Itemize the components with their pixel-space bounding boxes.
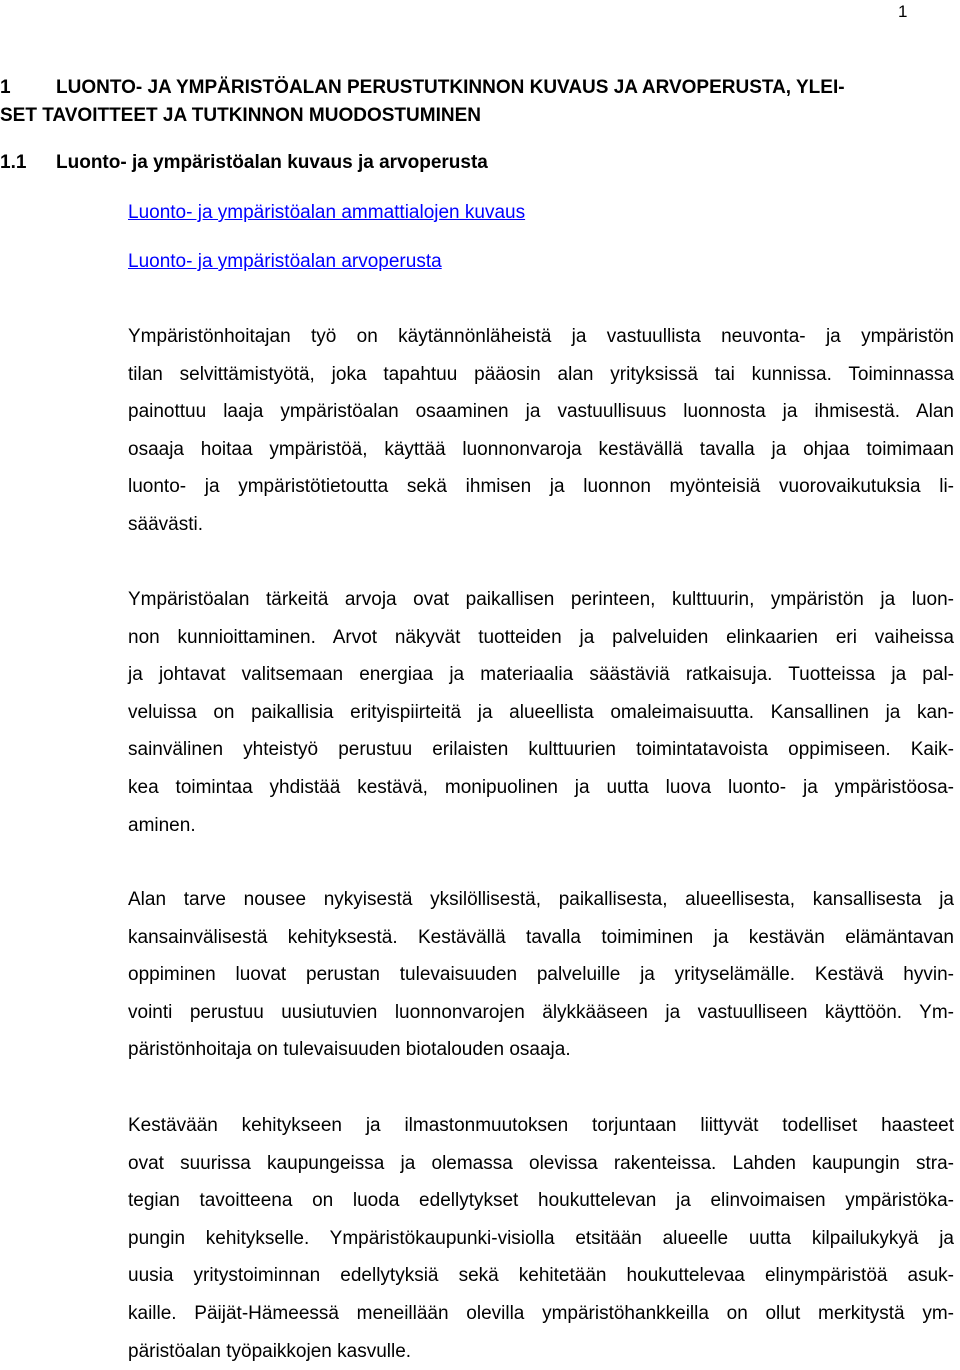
paragraph-sustainable-development [128, 1107, 954, 1370]
link-value-basis[interactable]: Luonto- ja ympäristöalan arvoperusta [128, 251, 442, 272]
paragraph-line: osaaja hoitaa ympäristöä, käyttää luonnonvaroja kestävällä tavalla ja ohjaa toimimaan [128, 438, 954, 460]
paragraph-line: sainvälinen yhteistyö perustuu erilaisten kulttuurien toimintatavoista oppimiseen. Kaik- [128, 739, 954, 761]
paragraph-need [128, 881, 954, 1069]
paragraph-values [128, 581, 954, 844]
paragraph-line: säävästi. [128, 513, 203, 535]
chapter-title-line-1: LUONTO- JA YMPÄRISTÖALAN PERUSTUTKINNON KUVAUS JA ARVOPERUSTA, YLEI- [56, 77, 845, 98]
paragraph-line: kea toimintaa yhdistää kestävä, monipuolinen ja uutta luova luonto- ja ympäristöosa- [128, 776, 954, 798]
paragraph-line: Alan tarve nousee nykyisestä yksilöllisestä, paikallisesta, alueellisesta, kansallisesta ja [128, 889, 954, 910]
paragraph-line: oppiminen luovat perustan tulevaisuuden palveluille ja yrityselämälle. Kestävä hyvin- [128, 964, 954, 986]
paragraph-line: ja johtavat valitsemaan energiaa ja materiaalia säästäviä ratkaisuja. Tuotteissa ja pal- [128, 664, 954, 686]
paragraph-line: Ympäristönhoitajan työ on käytännönläheistä ja vastuullista neuvonta- ja ympäristön [128, 326, 954, 347]
paragraph-line: veluissa on paikallisia erityispiirteitä ja alueellista omaleimaisuutta. Kansallinen ja kan- [128, 701, 954, 723]
paragraph-line: Kestävään kehitykseen ja ilmastonmuutoksen torjuntaan liittyvät todelliset haasteet [128, 1115, 954, 1136]
section-heading [0, 149, 488, 177]
paragraph-environment-worker [128, 318, 954, 544]
paragraph-line: päristönhoitaja on tulevaisuuden biotalouden osaaja. [128, 1039, 571, 1061]
chapter-heading [0, 74, 960, 130]
paragraph-line: aminen. [128, 814, 196, 836]
paragraph-line: Ympäristöalan tärkeitä arvoja ovat paikallisen perinteen, kulttuurin, ympäristön ja luon- [128, 589, 954, 610]
section-number: 1.1 [0, 152, 27, 173]
paragraph-line: painottuu laaja ympäristöalan osaaminen ja vastuullisuus luonnosta ja ihmisestä. Alan [128, 401, 954, 423]
paragraph-line: päristöalan työpaikkojen kasvulle. [128, 1340, 412, 1362]
paragraph-line: kaille. Päijät-Hämeessä meneillään olevilla ympäristöhankkeilla on ollut merkitystä ym- [128, 1302, 954, 1324]
page-number: 1 [898, 2, 908, 21]
paragraph-line: non kunnioittaminen. Arvot näkyvät tuotteiden ja palveluiden elinkaarien eri vaiheissa [128, 626, 954, 648]
section-title: Luonto- ja ympäristöalan kuvaus ja arvoperusta [56, 152, 488, 173]
link-occupation-description[interactable]: Luonto- ja ympäristöalan ammattialojen kuvaus [128, 202, 526, 223]
chapter-heading-line-1 [0, 74, 960, 102]
paragraph-line: tilan selvittämistyötä, joka tapahtuu pääosin alan yrityksissä tai kunnissa. Toiminnassa [128, 363, 954, 385]
paragraph-line: tegian tavoitteena on luoda edellytykset houkuttelevan ja elinvoimaisen ympäristöka- [128, 1190, 954, 1212]
paragraph-line: uusia yritystoiminnan edellytyksiä sekä kehitetään houkuttelevaa elinympäristöä asuk- [128, 1265, 954, 1287]
chapter-title-line-2: SET TAVOITTEET JA TUTKINNON MUODOSTUMINEN [0, 105, 481, 126]
paragraph-line: vointi perustuu uusiutuvien luonnonvarojen älykkääseen ja vastuulliseen käyttöön. Ym- [128, 1001, 954, 1023]
paragraph-line: pungin kehitykselle. Ympäristökaupunki-visiolla etsitään alueelle uutta kilpailukykyä ja [128, 1227, 954, 1249]
paragraph-line: kansainvälisestä kehityksestä. Kestävällä tavalla toimiminen ja kestävän elämäntavan [128, 926, 954, 948]
paragraph-line: ovat suurissa kaupungeissa ja olemassa olevissa rakenteissa. Lahden kaupungin stra- [128, 1152, 954, 1174]
chapter-number: 1 [0, 77, 11, 98]
paragraph-line: luonto- ja ympäristötietoutta sekä ihmisen ja luonnon myönteisiä vuorovaikutuksia li- [128, 476, 954, 498]
